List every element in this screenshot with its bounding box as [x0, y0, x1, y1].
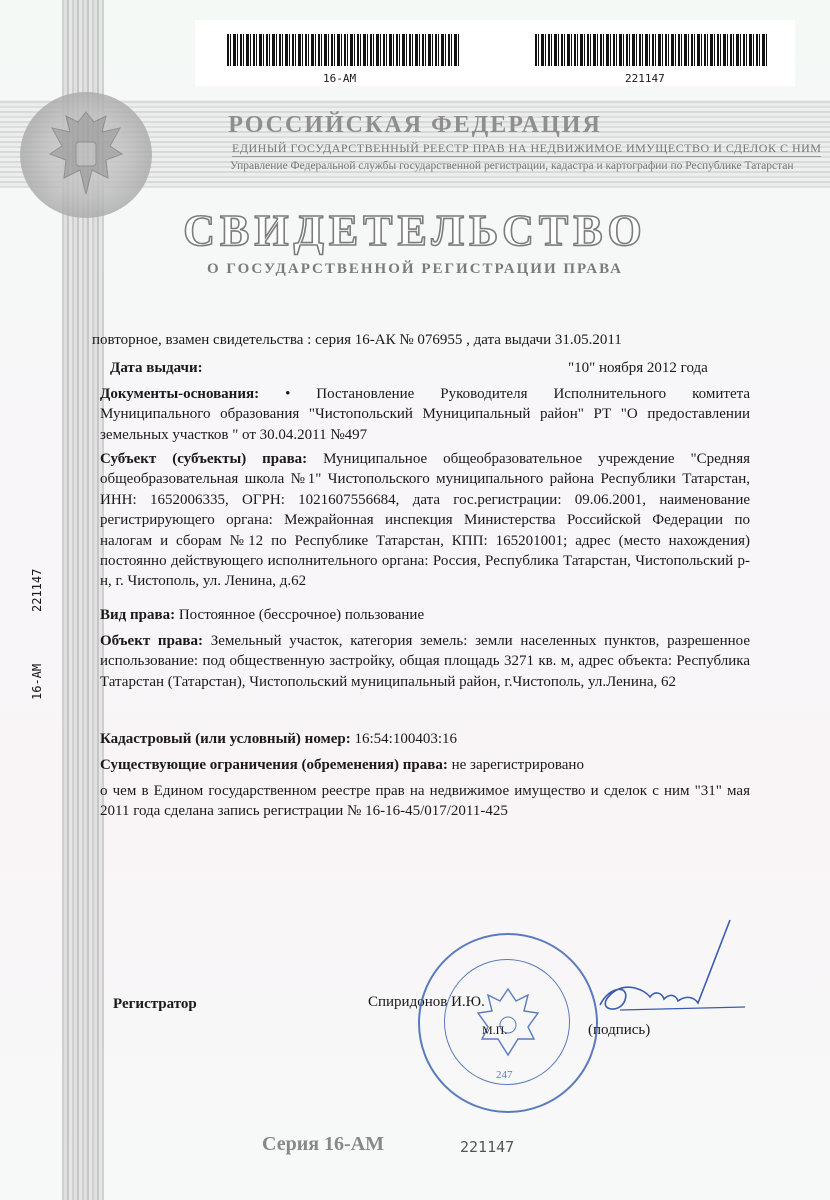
- barcode-left: [227, 34, 459, 66]
- basis-text: • Постановление Руководителя Исполнительного комитета Муниципального образования "Чистопольский Муниципальный район" РТ "О предоставлении земельных участков " от 30.04.2011 №497: [100, 386, 751, 443]
- barcode-left-number: 16-АМ: [323, 72, 357, 85]
- barcode-right: [535, 34, 767, 66]
- cadastral-value: 16:54:100403:16: [354, 731, 458, 747]
- registrar-label: Регистратор: [113, 996, 197, 1012]
- subject-label: Субъект (субъекты) права:: [100, 451, 308, 467]
- footer-series: Серия 16-АМ: [262, 1133, 385, 1155]
- agency-title: Управление Федеральной службы государственной регистрации, кадастра и картографии по Республике Татарстан: [230, 160, 794, 172]
- right-type-value: Постоянное (бессрочное) пользование: [178, 607, 425, 623]
- object-paragraph: [100, 631, 750, 692]
- right-type-label: Вид права:: [100, 607, 176, 623]
- issue-date-value: "10" ноября 2012 года: [568, 360, 708, 376]
- cadastral-label: Кадастровый (или условный) номер:: [100, 731, 351, 747]
- encumbrance-line: [100, 755, 584, 775]
- encumbrance-value: не зарегистрировано: [451, 757, 584, 773]
- object-label: Объект права:: [100, 633, 204, 649]
- official-seal: [418, 933, 598, 1113]
- barcode-right-number: 221147: [625, 72, 665, 85]
- basis-paragraph: [100, 384, 750, 445]
- coat-of-arms-emblem: [20, 92, 152, 218]
- barcode-strip: [195, 20, 795, 86]
- certificate-subtitle: О ГОСУДАРСТВЕННОЙ РЕГИСТРАЦИИ ПРАВА: [206, 261, 623, 277]
- issue-date-label: Дата выдачи:: [110, 360, 203, 376]
- object-text: Земельный участок, категория земель: земли населенных пунктов, разрешенное использование: под общественную застройку, общая площадь 3271 кв. м, адрес объекта: Республика Татарстан (Татарстан), Чистопольский муниципальный район, г.Чистополь, ул.Ленина, 62: [100, 633, 750, 690]
- subject-text: Муниципальное общеобразовательное учреждение "Средняя общеобразовательная школа №1" Чистопольского муниципального района Республики Татарстан, ИНН: 1652006335, ОГРН: 1021607556684, дата гос.регистрации: 09.06.2001, наименование регистрирующего органа: Межрайонная инспекция Министерства Российской Федерации по налогам и сборам №12 по Республике Татарстан, КПП: 165201001; адрес (место нахождения) постоянно действующего исполнительного органа: Россия, Республика Татарстан, Чистопольский р-н, г. Чистополь, ул. Ленина, д.62: [100, 451, 751, 590]
- basis-label: Документы-основания:: [100, 386, 260, 402]
- seal-label: М.П.: [482, 1023, 508, 1037]
- record-paragraph: о чем в Едином государственном реестре прав на недвижимое имущество и сделок с ним "31" мая 2011 года сделана запись регистрации № 16-16-45/017/2011-425: [100, 783, 750, 820]
- stamp-number: 247: [496, 1069, 513, 1081]
- side-series: 16-АМ: [30, 663, 44, 700]
- side-number: 221147: [30, 568, 44, 612]
- handwritten-signature: [590, 915, 750, 1025]
- subject-paragraph: [100, 449, 750, 592]
- signature-caption: (подпись): [588, 1022, 651, 1038]
- registrar-name: Спиридонов И.Ю.: [368, 994, 485, 1010]
- reissue-line: повторное, взамен свидетельства : серия 16-АК № 076955 , дата выдачи 31.05.2011: [92, 332, 622, 348]
- cadastral-line: [100, 729, 457, 749]
- footer-number: 221147: [460, 1138, 515, 1156]
- encumbrance-label: Существующие ограничения (обременения) права:: [100, 757, 448, 773]
- certificate-title: СВИДЕТЕЛЬСТВО: [183, 206, 647, 255]
- right-type-line: [100, 605, 424, 625]
- country-title: РОССИЙСКАЯ ФЕДЕРАЦИЯ: [228, 112, 602, 138]
- registry-title: ЕДИНЫЙ ГОСУДАРСТВЕННЫЙ РЕЕСТР ПРАВ НА НЕДВИЖИМОЕ ИМУЩЕСТВО И СДЕЛОК С НИМ: [232, 141, 822, 155]
